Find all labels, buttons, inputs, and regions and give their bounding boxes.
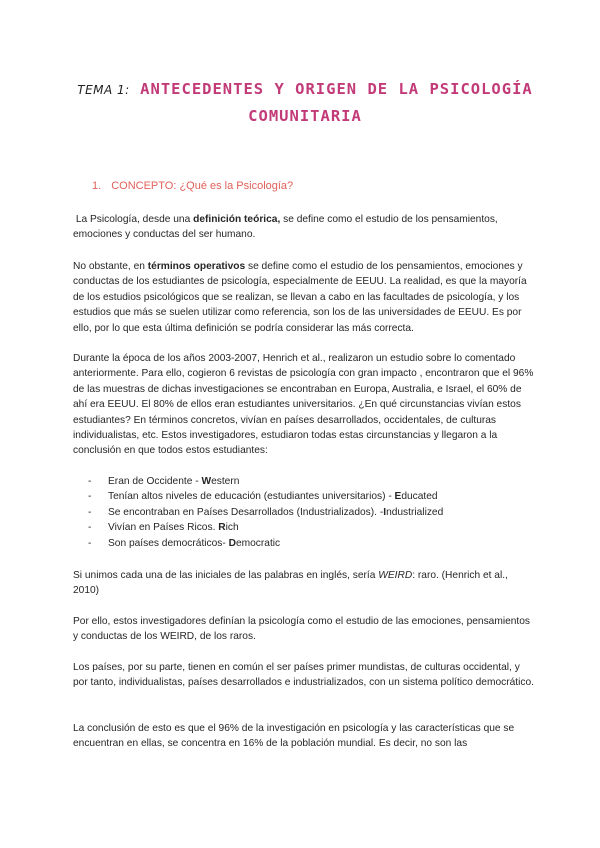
list-item: - Se encontraban en Países Desarrollados (Industrializados). -Industrialized [88,505,443,520]
title-line-2: COMUNITARIA [248,107,362,125]
weird-list [88,474,443,551]
paragraph-1 [73,212,535,243]
paragraph-7: La conclusión de esto es que el 96% de la investigación en psicología y las características que se encuentran en ellas, se concentra en 16% de la población mundial. Es decir, no son las [73,723,515,750]
p1-bold: definición teórica, [193,214,281,225]
p2-bold: términos operativos [147,261,246,272]
p2-text-c: se define como el estudio de los pensamientos, emociones y conductas de los estudiantes de psicología, especialmente de EEUU. La realidad, es que la mayoría de los estudios psicológicos que se realizan, se llevan a cabo en las facultades de psicología, y los estudios que más se suelen utilizar como referencia, son los de las universidades de EEUU. Es por ello, por lo que esta última definición se podría considerar las más correcta. [73,261,527,334]
section-number: 1. [92,180,102,192]
paragraph-6: Los países, por su parte, tienen en común el ser países primer mundistas, de culturas occidental, y por tanto, individualistas, países desarrollados e industrializados, con un sistema político democrático. [73,662,534,689]
p4-italic: WEIRD [378,570,413,581]
paragraph-4 [73,568,535,599]
p1-text-a: La Psicología, desde una [75,214,194,225]
p4-text-c: : raro. (Henrich et al., 2010) [73,570,508,597]
title-prefix: TEMA 1: [77,83,130,97]
section-heading [92,180,293,192]
list-item: - Eran de Occidente - Western [88,474,443,489]
list-item: - Vivían en Países Ricos. Rich [88,520,443,535]
p1-text-c: se define como el estudio de los pensamientos, emociones y conductas del ser humano. [73,214,498,241]
paragraph-2 [73,259,535,336]
paragraph-5: Por ello, estos investigadores definían la psicología como el estudio de las emociones, pensamientos y conductas de los WEIRD, de los raros. [73,616,531,643]
section-title: CONCEPTO: ¿Qué es la Psicología? [111,180,294,192]
page-title [70,76,540,130]
p4-text-a: Si unimos cada una de las iniciales de las palabras en inglés, sería [73,570,379,581]
title-line-1: ANTECEDENTES Y ORIGEN DE LA PSICOLOGÍA [140,80,533,98]
paragraph-3: Durante la época de los años 2003-2007, Henrich et al., realizaron un estudio sobre lo comentado anteriormente. Para ello, cogieron 6 revistas de psicología con gran impacto , encontraron que el 96% de las muestras de dichas investigaciones se encontraban en Europa, Australia, e Israel, el 60% de ahí era EEUU. El 80% de ellos eran estudiantes universitarios. ¿En qué circunstancias vivían estos estudiantes? En términos concretos, vivían en países desarrollados, occidentales, de culturas individualistas, etc. Estos investigadores, estudiaron todas estas circunstancias y llegaron a la conclusión en que todos estos estudiantes: [73,353,534,457]
list-item: - Son países democráticos- Democratic [88,536,443,551]
list-item: - Tenían altos niveles de educación (estudiantes universitarios) - Educated [88,489,443,504]
p2-text-a: No obstante, en [73,261,148,272]
